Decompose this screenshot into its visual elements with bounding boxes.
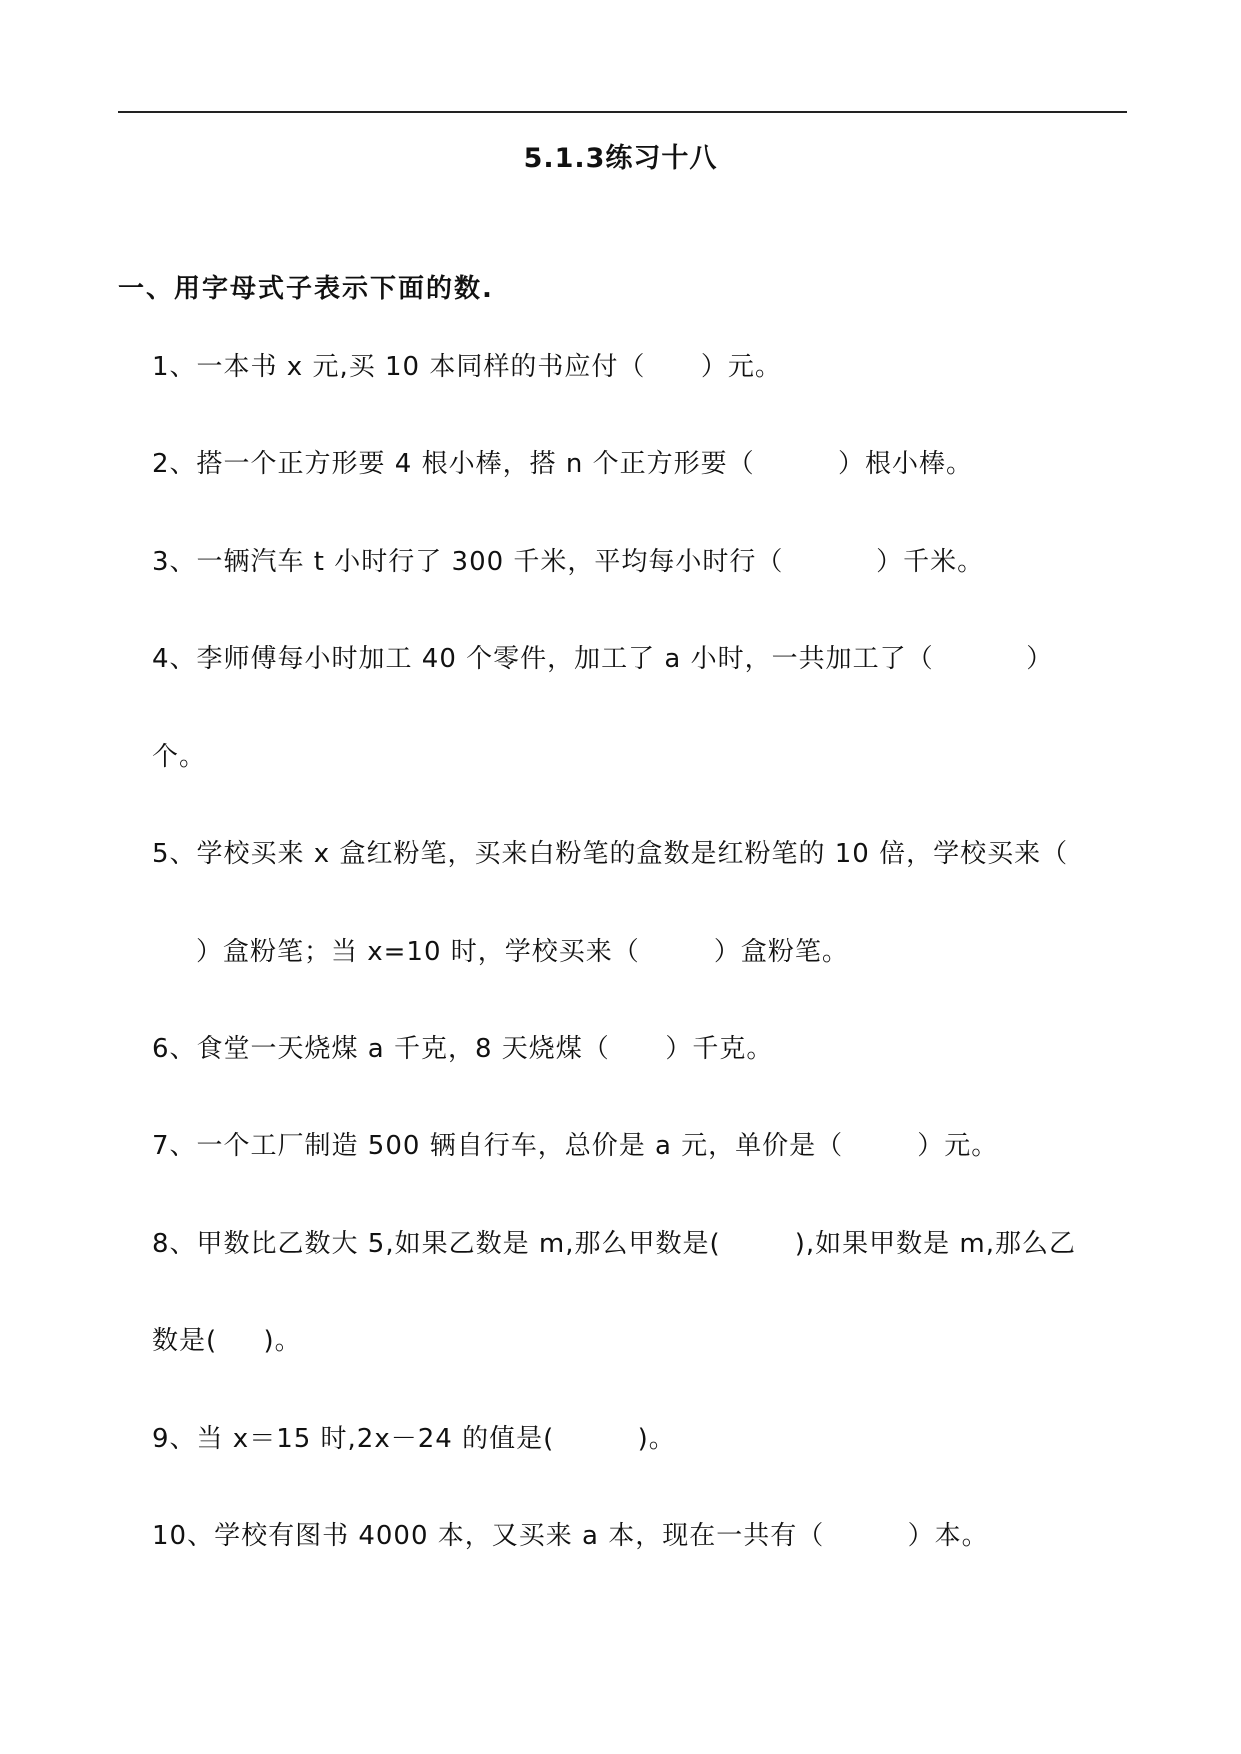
question-9: 9、当 x＝15 时,2x－24 的值是( )。 [152,1424,676,1454]
question-7: 7、一个工厂制造 500 辆自行车，总价是 a 元，单价是（ ）元。 [152,1131,999,1161]
section-heading: 一、用字母式子表示下面的数. [118,274,494,304]
question-8: 8、甲数比乙数大 5,如果乙数是 m,那么甲数是( ),如果甲数是 m,那么乙 [152,1229,1076,1259]
question-1: 1、一本书 x 元,买 10 本同样的书应付（ ）元。 [152,352,782,382]
header-rule [118,111,1127,113]
question-4: 4、李师傅每小时加工 40 个零件，加工了 a 小时，一共加工了（ ） [152,644,1054,674]
question-10: 10、学校有图书 4000 本，又买来 a 本，现在一共有（ ）本。 [152,1521,989,1551]
question-6: 6、食堂一天烧煤 a 千克，8 天烧煤（ ）千克。 [152,1034,774,1064]
question-2: 2、搭一个正方形要 4 根小棒，搭 n 个正方形要（ ）根小棒。 [152,449,974,479]
question-5: 5、学校买来 x 盒红粉笔，买来白粉笔的盒数是红粉笔的 10 倍，学校买来（ [152,839,1069,869]
question-5-continuation: ）盒粉笔；当 x=10 时，学校买来（ ）盒粉笔。 [196,937,849,967]
question-3: 3、一辆汽车 t 小时行了 300 千米，平均每小时行（ ）千米。 [152,547,985,577]
page-title: 5.1.3练习十八 [523,143,718,174]
question-4-continuation: 个。 [152,742,207,772]
question-8-continuation: 数是( )。 [152,1326,302,1356]
